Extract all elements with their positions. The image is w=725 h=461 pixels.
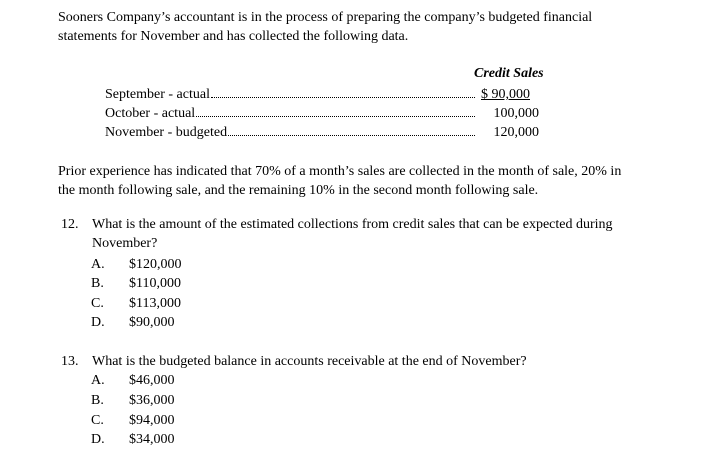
question-number: 12. <box>61 217 79 232</box>
prior-line-2: the month following sale, and the remaining 10% in the second month following sale. <box>58 183 539 198</box>
intro-line-1: Sooners Company’s accountant is in the process of preparing the company’s budgeted financial <box>58 10 593 25</box>
option-letter: C. <box>91 413 104 428</box>
question-12-continued: November? <box>92 236 158 251</box>
row-amount: 100,000 <box>493 106 539 121</box>
option-letter: A. <box>91 257 105 272</box>
row-amount: $ 90,000 <box>481 87 530 102</box>
question-number: 13. <box>61 354 79 369</box>
question-13-option-b[interactable] <box>91 391 175 410</box>
option-text: $113,000 <box>129 296 181 311</box>
question-12-option-c[interactable] <box>91 294 181 313</box>
intro-paragraph <box>58 8 592 46</box>
prior-line-1: Prior experience has indicated that 70% of a month’s sales are collected in the month of sale, 20% in <box>58 164 622 179</box>
option-text: $36,000 <box>129 393 175 408</box>
question-13-option-d[interactable] <box>91 430 175 449</box>
row-amount: 120,000 <box>493 125 539 140</box>
leader-dots <box>228 134 475 136</box>
question-13-option-c[interactable] <box>91 411 175 430</box>
option-text: $34,000 <box>129 432 175 447</box>
row-label: November - budgeted <box>105 125 228 140</box>
option-text: $110,000 <box>129 276 181 291</box>
leader-dots <box>196 115 475 117</box>
question-12-option-d[interactable] <box>91 313 175 332</box>
question-13 <box>61 352 527 371</box>
question-12-option-b[interactable] <box>91 274 181 293</box>
credit-sales-header: Credit Sales <box>474 66 544 81</box>
option-letter: B. <box>91 276 104 291</box>
option-letter: D. <box>91 432 105 447</box>
question-12 <box>61 215 613 234</box>
table-row-october <box>105 104 539 123</box>
option-letter: D. <box>91 315 105 330</box>
intro-line-2: statements for November and has collected the following data. <box>58 29 409 44</box>
option-letter: B. <box>91 393 104 408</box>
leader-dots <box>211 96 475 98</box>
table-row-september <box>105 85 539 104</box>
option-text: $46,000 <box>129 373 175 388</box>
question-12-option-a[interactable] <box>91 255 182 274</box>
question-text: What is the budgeted balance in accounts receivable at the end of November? <box>92 354 527 369</box>
option-letter: A. <box>91 373 105 388</box>
row-label: September - actual <box>105 87 210 102</box>
option-letter: C. <box>91 296 104 311</box>
table-row-november <box>105 123 539 142</box>
question-13-option-a[interactable] <box>91 371 175 390</box>
question-text: What is the amount of the estimated collections from credit sales that can be expected during <box>92 217 613 232</box>
row-label: October - actual <box>105 106 196 121</box>
option-text: $120,000 <box>129 257 182 272</box>
option-text: $90,000 <box>129 315 175 330</box>
option-text: $94,000 <box>129 413 175 428</box>
prior-experience-paragraph <box>58 162 621 200</box>
